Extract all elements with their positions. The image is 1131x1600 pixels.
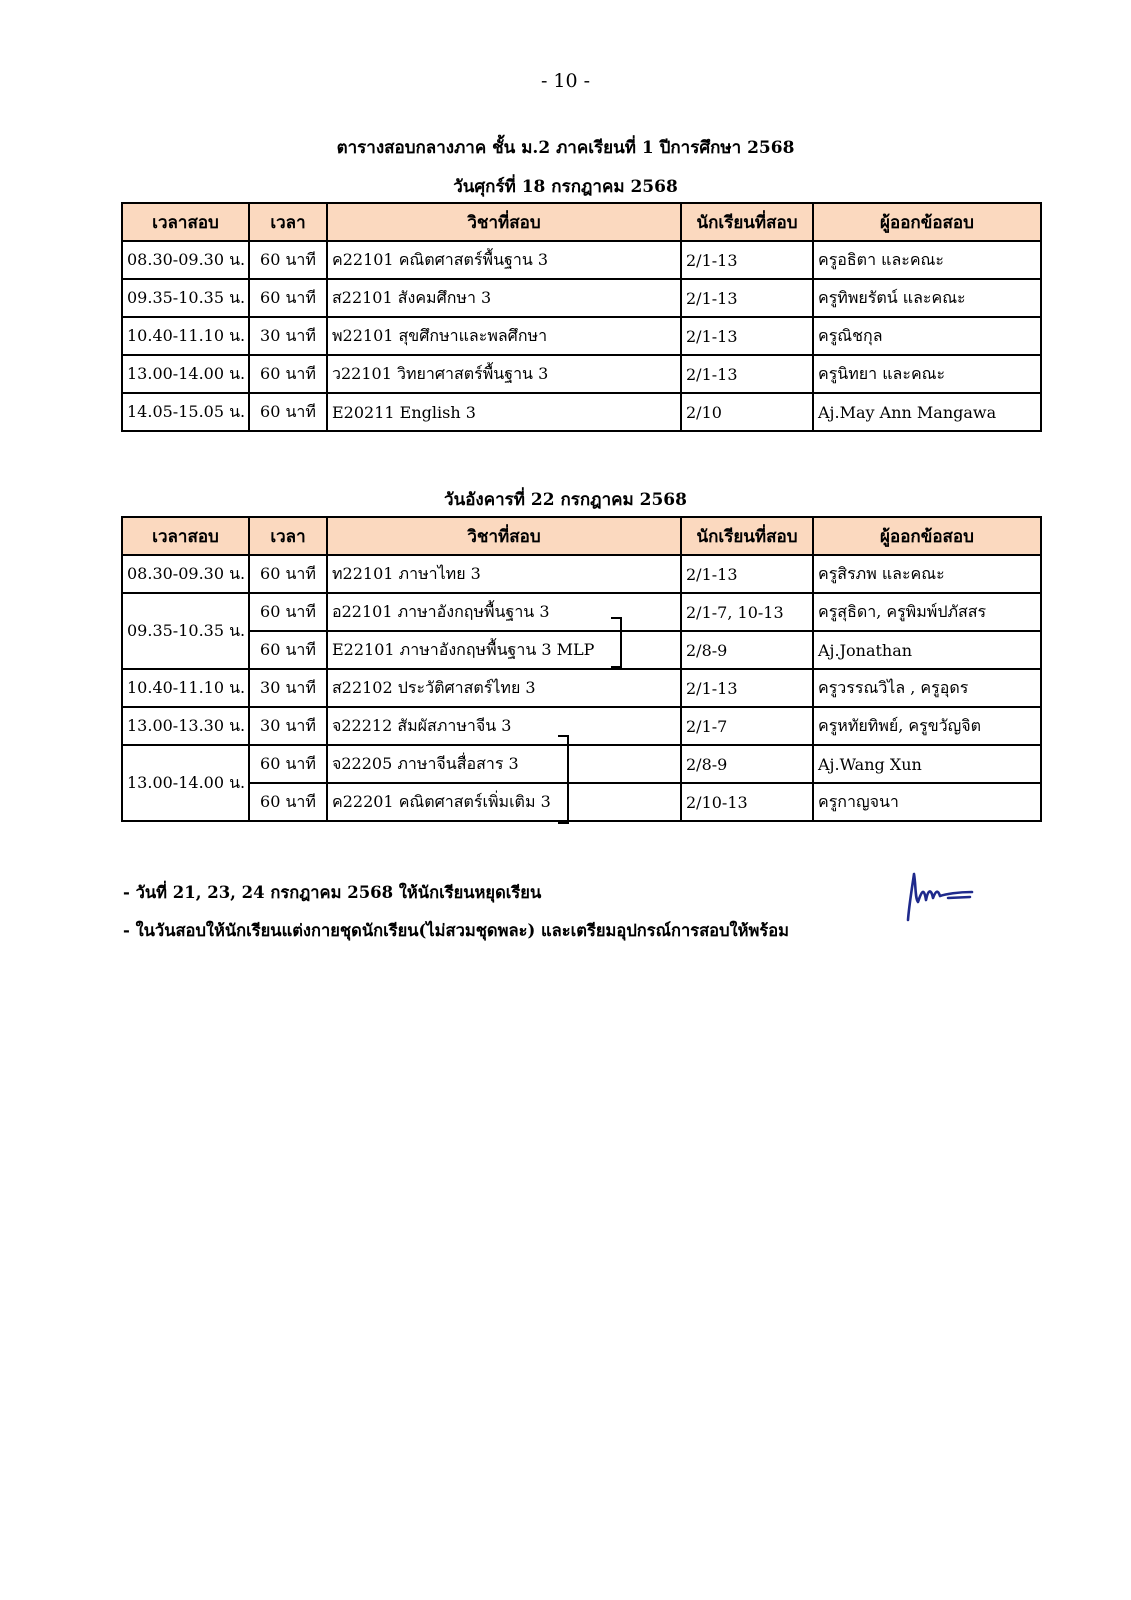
page-number: - 10 - xyxy=(540,70,591,92)
exam-time: 13.00-14.00 น. xyxy=(122,355,249,393)
day1-exam-table xyxy=(121,202,1042,432)
table-row xyxy=(122,355,1041,393)
header-duration: เวลา xyxy=(249,203,327,241)
examiner: ครูอธิตา และคณะ xyxy=(813,241,1041,279)
header-subject: วิชาที่สอบ xyxy=(327,203,681,241)
table-row xyxy=(122,279,1041,317)
header-examiner: ผู้ออกข้อสอบ xyxy=(813,203,1041,241)
students: 2/1-13 xyxy=(681,317,813,355)
afternoon-group-bracket xyxy=(558,735,569,824)
subject: ค22201 คณิตศาสตร์เพิ่มเติม 3 xyxy=(327,783,681,821)
examiner: ครูสิรภพ และคณะ xyxy=(813,555,1041,593)
students: 2/1-13 xyxy=(681,279,813,317)
header-students: นักเรียนที่สอบ xyxy=(681,203,813,241)
students: 2/10 xyxy=(681,393,813,431)
examiner: ครูหทัยทิพย์, ครูขวัญจิต xyxy=(813,707,1041,745)
students: 2/1-13 xyxy=(681,355,813,393)
header-examiner: ผู้ออกข้อสอบ xyxy=(813,517,1041,555)
subject: จ22205 ภาษาจีนสื่อสาร 3 xyxy=(327,745,681,783)
exam-time: 09.35-10.35 น. xyxy=(122,593,249,669)
examiner: ครูณิชกุล xyxy=(813,317,1041,355)
exam-time: 14.05-15.05 น. xyxy=(122,393,249,431)
duration: 60 นาที xyxy=(249,593,327,631)
examiner: Aj.Jonathan xyxy=(813,631,1041,669)
examiner: ครูทิพยรัตน์ และคณะ xyxy=(813,279,1041,317)
examiner: ครูนิทยา และคณะ xyxy=(813,355,1041,393)
exam-time: 08.30-09.30 น. xyxy=(122,241,249,279)
students: 2/8-9 xyxy=(681,631,813,669)
duration: 60 นาที xyxy=(249,393,327,431)
duration: 60 นาที xyxy=(249,355,327,393)
table-row xyxy=(122,631,1041,669)
table-row xyxy=(122,669,1041,707)
header-subject: วิชาที่สอบ xyxy=(327,517,681,555)
document-title: ตารางสอบกลางภาค ชั้น ม.2 ภาคเรียนที่ 1 ปีการศึกษา 2568 xyxy=(336,138,795,158)
students: 2/1-13 xyxy=(681,241,813,279)
subject: ส22102 ประวัติศาสตร์ไทย 3 xyxy=(327,669,681,707)
duration: 30 นาที xyxy=(249,669,327,707)
table-row xyxy=(122,593,1041,631)
day2-exam-table xyxy=(121,516,1042,822)
duration: 60 นาที xyxy=(249,279,327,317)
subject: จ22212 สัมผัสภาษาจีน 3 xyxy=(327,707,681,745)
note-dress-code: - ในวันสอบให้นักเรียนแต่งกายชุดนักเรียน(ไม่สวมชุดพละ) และเตรียมอุปกรณ์การสอบให้พร้อม xyxy=(123,921,789,940)
note-holiday: - วันที่ 21, 23, 24 กรกฎาคม 2568 ให้นักเรียนหยุดเรียน xyxy=(123,883,542,902)
english-group-bracket xyxy=(611,617,622,668)
duration: 30 นาที xyxy=(249,317,327,355)
header-exam-time: เวลาสอบ xyxy=(122,203,249,241)
table-row xyxy=(122,555,1041,593)
table-row xyxy=(122,393,1041,431)
table-row xyxy=(122,707,1041,745)
table-header-row xyxy=(122,203,1041,241)
exam-time: 09.35-10.35 น. xyxy=(122,279,249,317)
duration: 60 นาที xyxy=(249,241,327,279)
students: 2/1-7, 10-13 xyxy=(681,593,813,631)
duration: 60 นาที xyxy=(249,745,327,783)
students: 2/1-7 xyxy=(681,707,813,745)
exam-time: 08.30-09.30 น. xyxy=(122,555,249,593)
subject: ท22101 ภาษาไทย 3 xyxy=(327,555,681,593)
subject: E20211 English 3 xyxy=(327,393,681,431)
table-header-row xyxy=(122,517,1041,555)
examiner: ครูกาญจนา xyxy=(813,783,1041,821)
subject: ส22101 สังคมศึกษา 3 xyxy=(327,279,681,317)
subject: ค22101 คณิตศาสตร์พื้นฐาน 3 xyxy=(327,241,681,279)
duration: 60 นาที xyxy=(249,631,327,669)
examiner: Aj.Wang Xun xyxy=(813,745,1041,783)
duration: 60 นาที xyxy=(249,783,327,821)
header-exam-time: เวลาสอบ xyxy=(122,517,249,555)
subject: พ22101 สุขศึกษาและพลศึกษา xyxy=(327,317,681,355)
table-row xyxy=(122,783,1041,821)
students: 2/1-13 xyxy=(681,669,813,707)
table-row xyxy=(122,745,1041,783)
students: 2/8-9 xyxy=(681,745,813,783)
duration: 60 นาที xyxy=(249,555,327,593)
exam-time: 10.40-11.10 น. xyxy=(122,669,249,707)
day1-title: วันศุกร์ที่ 18 กรกฎาคม 2568 xyxy=(453,177,678,197)
day2-title: วันอังคารที่ 22 กรกฎาคม 2568 xyxy=(444,490,687,510)
students: 2/1-13 xyxy=(681,555,813,593)
examiner: ครูวรรณวิไล , ครูอุดร xyxy=(813,669,1041,707)
header-duration: เวลา xyxy=(249,517,327,555)
signature-icon xyxy=(900,868,980,928)
exam-time: 13.00-14.00 น. xyxy=(122,745,249,821)
table-row xyxy=(122,241,1041,279)
subject: ว22101 วิทยาศาสตร์พื้นฐาน 3 xyxy=(327,355,681,393)
subject: อ22101 ภาษาอังกฤษพื้นฐาน 3 xyxy=(327,593,681,631)
subject: E22101 ภาษาอังกฤษพื้นฐาน 3 MLP xyxy=(327,631,681,669)
exam-time: 10.40-11.10 น. xyxy=(122,317,249,355)
examiner: ครูสุธิดา, ครูพิมพ์ปภัสสร xyxy=(813,593,1041,631)
duration: 30 นาที xyxy=(249,707,327,745)
exam-time: 13.00-13.30 น. xyxy=(122,707,249,745)
header-students: นักเรียนที่สอบ xyxy=(681,517,813,555)
students: 2/10-13 xyxy=(681,783,813,821)
table-row xyxy=(122,317,1041,355)
examiner: Aj.May Ann Mangawa xyxy=(813,393,1041,431)
